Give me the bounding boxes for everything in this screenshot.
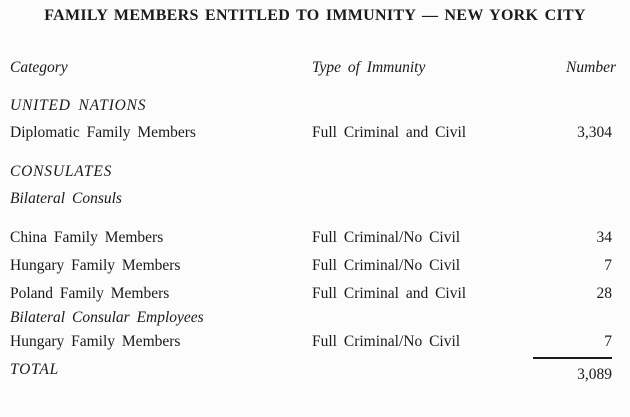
column-header-category: Category (10, 59, 68, 76)
row-number: 3,089 (577, 366, 612, 383)
row-category: CONSULATES (10, 163, 113, 180)
page-title: FAMILY MEMBERS ENTITLED TO IMMUNITY — NEW YORK CITY (44, 7, 586, 24)
row-category: UNITED NATIONS (10, 97, 147, 114)
row-number: 7 (604, 333, 612, 350)
row-number: 34 (596, 229, 612, 246)
table-row (0, 189, 630, 209)
row-category: China Family Members (10, 229, 164, 246)
table-row (0, 360, 630, 383)
row-category: Hungary Family Members (10, 257, 181, 274)
row-category: Poland Family Members (10, 285, 170, 302)
row-type: Full Criminal and Civil (312, 124, 467, 141)
table-row (0, 284, 630, 304)
row-type: Full Criminal/No Civil (312, 333, 461, 350)
row-number: 3,304 (577, 124, 612, 141)
row-type: Full Criminal/No Civil (312, 257, 461, 274)
table-row (0, 332, 630, 352)
total-rule (533, 357, 612, 359)
row-category: Diplomatic Family Members (10, 124, 196, 141)
row-type: Full Criminal and Civil (312, 285, 467, 302)
table-row (0, 256, 630, 276)
row-category: Bilateral Consular Employees (10, 309, 204, 326)
row-type: Full Criminal/No Civil (312, 229, 461, 246)
column-header-row (0, 58, 630, 78)
table-row (0, 123, 630, 143)
column-header-number: Number (566, 59, 616, 76)
table-row (0, 308, 630, 328)
table-row (0, 162, 630, 182)
row-number: 7 (604, 257, 612, 274)
table-row (0, 96, 630, 116)
table-row (0, 228, 630, 248)
column-header-type: Type of Immunity (312, 59, 426, 76)
row-category: Hungary Family Members (10, 333, 181, 350)
row-category: Bilateral Consuls (10, 190, 122, 207)
row-number: 28 (596, 285, 612, 302)
row-category: TOTAL (10, 361, 60, 378)
